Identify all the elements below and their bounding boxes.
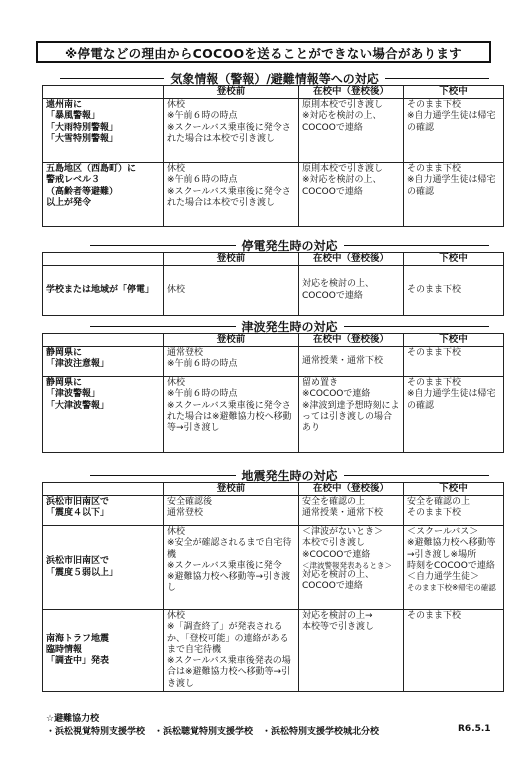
cell-line: 休校 [167,527,186,537]
header-cell: 下校中 [404,253,504,266]
power-table [42,252,504,316]
cell-line: 原則本校で引き渡し [302,100,384,110]
cell-line: そのまま下校 [407,348,462,358]
cell-line: 浜松市旧南区で [46,556,110,567]
cell-line: 通常授業・通常下校 [302,355,384,366]
leaving-cell [404,99,504,163]
leaving-cell [404,347,504,377]
cell-line: 「津波注意報」 [46,359,110,370]
cell-line: 「暴風警報」 [46,111,101,122]
cell-line: 警戒レベル３ [46,175,101,186]
during-cell [299,526,404,610]
cell-line: 通常授業・通常下校 [302,508,384,519]
cell-line: 対応を検討の上、 [302,279,375,290]
during-cell [299,266,404,316]
title-rule [90,326,236,327]
section-earthquake-title: 地震発生時の対応 [241,469,338,483]
table-header-row [43,253,504,266]
evacuation-note: ☆避難協力校 [46,714,100,724]
header-cell: 在校中（登校後） [299,86,404,99]
header-cell: 下校中 [404,483,504,496]
cell-line: 本校等で引き渡し [302,622,375,633]
document-date: R6.5.1 [458,724,491,734]
cell-line: ※対応を検討の上、COCOOで連絡 [302,111,382,133]
cell-line: 「調査中」発表 [46,656,110,666]
header-cell: 登校前 [164,334,299,347]
cell-line: 対応を検討の上、 [302,570,375,581]
leaving-cell [404,163,504,227]
table-row [43,163,504,227]
cell-line: ※スクールバス乗車後発表の場合は※避難協力校へ移動等→引き渡し [167,656,291,689]
cell-line: 留め置き [302,378,339,388]
condition-cell [43,99,164,163]
during-cell [299,610,404,692]
table-row [43,526,504,610]
before-cell [164,347,299,377]
cell-line: COCOOで連絡 [302,290,363,301]
cell-line: 「震度５弱以上」 [46,567,119,578]
cell-line: ※自力通学生徒は帰宅の確認 [407,111,496,133]
cell-line: 南海トラフ地震 [46,633,110,644]
cell-line: ※スクールバス乗車後に発令された場合は本校で引き渡し [167,122,291,144]
cell-line: 通常登校 [167,508,204,519]
cell-line: ※午前６時の時点 [167,389,238,400]
table-row [43,377,504,453]
before-cell [164,526,299,610]
cell-line: 安全を確認の上 [302,497,366,507]
table-header-row [43,483,504,496]
cell-line: 休校 [167,611,186,621]
cell-line: そのまま下校 [407,611,462,621]
leaving-cell [404,610,504,692]
leaving-cell [404,266,504,316]
during-cell [299,496,404,526]
cell-line: ※COCOOで連絡 [302,389,371,400]
cell-line: 原則本校で引き渡し [302,164,384,174]
cell-line: そのまま下校※帰宅の確認 [407,583,496,593]
cell-line: ＜津波がないとき＞ [302,527,384,537]
cell-line: 以上が発令 [46,197,92,208]
warning-banner: ※停電などの理由からCOCOOを送ることができない場合があります [36,41,491,63]
cell-line: ※津波到達予想時刻によっては引き渡しの場合あり [302,400,400,433]
leaving-cell [404,377,504,453]
header-cell: 下校中 [404,334,504,347]
title-rule [344,475,490,476]
cell-line: 安全確認後 [167,497,213,507]
cell-line: 遠州南に [46,100,83,110]
cell-line: 安全を確認の上 [407,497,471,507]
evacuation-schools: ・浜松視覚特別支援学校 ・浜松聴覚特別支援学校 ・浜松特別支援学校城北分校 [46,727,380,737]
table-row [43,347,504,377]
header-cell [43,86,164,99]
before-cell [164,99,299,163]
during-cell [299,163,404,227]
cell-line: ※避難協力校へ移動等→引き渡し [167,572,291,594]
weather-table [42,85,504,227]
during-cell [299,99,404,163]
cell-line: 休校 [167,100,186,110]
title-rule [344,326,490,327]
cell-line: 「津波警報」 [46,389,101,400]
cell-line: 通常登校 [167,348,204,358]
cell-line: ※COCOOで連絡 [302,549,371,560]
title-rule [385,78,489,79]
cell-line: 静岡県に [46,348,83,358]
cell-line: ※安全が確認されるまで自宅待機 [167,538,292,560]
cell-line: 「大雨特別警報」 [46,122,119,133]
cell-line: ※スクールバス乗車後に発令された場合は本校で引き渡し [167,186,291,208]
table-header-row [43,334,504,347]
cell-line: 浜松市旧南区で [46,497,110,507]
cell-line: ※自力通学生徒は帰宅の確認 [407,389,496,411]
during-cell [299,347,404,377]
cell-line: ※スクールバス乗車後に発令 [167,560,282,571]
before-cell [164,610,299,692]
cell-line: 「震度４以下」 [46,508,110,519]
cell-line: 休校 [167,284,186,295]
cell-line: 対応を検討の上→ [302,611,373,621]
cell-line: ※スクールバス乗車後に発令された場合は※避難協力校へ移動等→引き渡し [167,400,292,433]
cell-line: ※自力通学生徒は帰宅の確認 [407,175,496,197]
title-rule [60,78,164,79]
cell-line: そのまま下校 [407,508,462,519]
cell-line: ＜自力通学生徒＞ [407,572,480,582]
condition-cell [43,266,164,316]
table-row [43,610,504,692]
section-tsunami-title: 津波発生時の対応 [241,320,338,334]
cell-line: そのまま下校 [407,100,462,110]
cell-line: 臨時情報 [46,644,83,655]
cell-line: COCOOで連絡 [302,581,363,592]
cell-line: ※午前６時の時点 [167,359,238,370]
cell-line: 休校 [167,378,186,388]
cell-line: ※午前６時の時点 [167,111,238,122]
title-rule [90,475,236,476]
cell-line: そのまま下校 [407,378,462,388]
condition-cell [43,347,164,377]
section-power-title: 停電発生時の対応 [241,239,338,253]
cell-line: 静岡県に [46,378,83,388]
cell-line: 五島地区（西島町）に [46,164,137,174]
before-cell [164,377,299,453]
leaving-cell [404,496,504,526]
cell-line: ※午前６時の時点 [167,175,238,186]
condition-cell [43,377,164,453]
header-cell: 登校前 [164,86,299,99]
cell-line: （高齢者等避難） [46,186,119,197]
cell-line: ＜スクールバス＞ [407,527,479,537]
header-cell [43,253,164,266]
cell-line: 休校 [167,164,186,174]
condition-cell [43,496,164,526]
header-cell: 登校前 [164,483,299,496]
leaving-cell [404,526,504,610]
header-cell: 在校中（登校後） [299,334,404,347]
tsunami-table [42,333,504,453]
cell-line: ＜津波警報発表あるとき＞ [302,560,392,570]
condition-cell [43,163,164,227]
header-cell: 在校中（登校後） [299,253,404,266]
before-cell [164,266,299,316]
header-cell [43,334,164,347]
earthquake-table [42,482,504,692]
table-header-row [43,86,504,99]
cell-line: ※避難協力校へ移動等→引き渡し※場所 [407,538,496,560]
title-rule [344,245,490,246]
cell-line: そのまま下校 [407,284,462,295]
cell-line: 本校で引き渡し [302,538,366,549]
section-weather-title: 気象情報（警報）/避難情報等への対応 [170,72,379,86]
cell-line: 「大雪特別警報」 [46,133,119,144]
table-row [43,266,504,316]
before-cell [164,163,299,227]
cell-line: そのまま下校 [407,164,462,174]
table-row [43,99,504,163]
during-cell [299,377,404,453]
title-rule [90,245,236,246]
before-cell [164,496,299,526]
cell-line: ※対応を検討の上、COCOOで連絡 [302,175,382,197]
condition-cell [43,610,164,692]
condition-cell [43,526,164,610]
cell-line: ※「調査終了」が発表されるか、「登校可能」の連絡があるまで自宅待機 [167,622,289,655]
cell-line: 学校または地域が「停電」 [46,284,155,295]
cell-line: 「大津波警報」 [46,400,110,411]
header-cell [43,483,164,496]
header-cell: 下校中 [404,86,504,99]
header-cell: 在校中（登校後） [299,483,404,496]
header-cell: 登校前 [164,253,299,266]
table-row [43,496,504,526]
cell-line: 時刻をCOCOOで連絡 [407,560,495,571]
